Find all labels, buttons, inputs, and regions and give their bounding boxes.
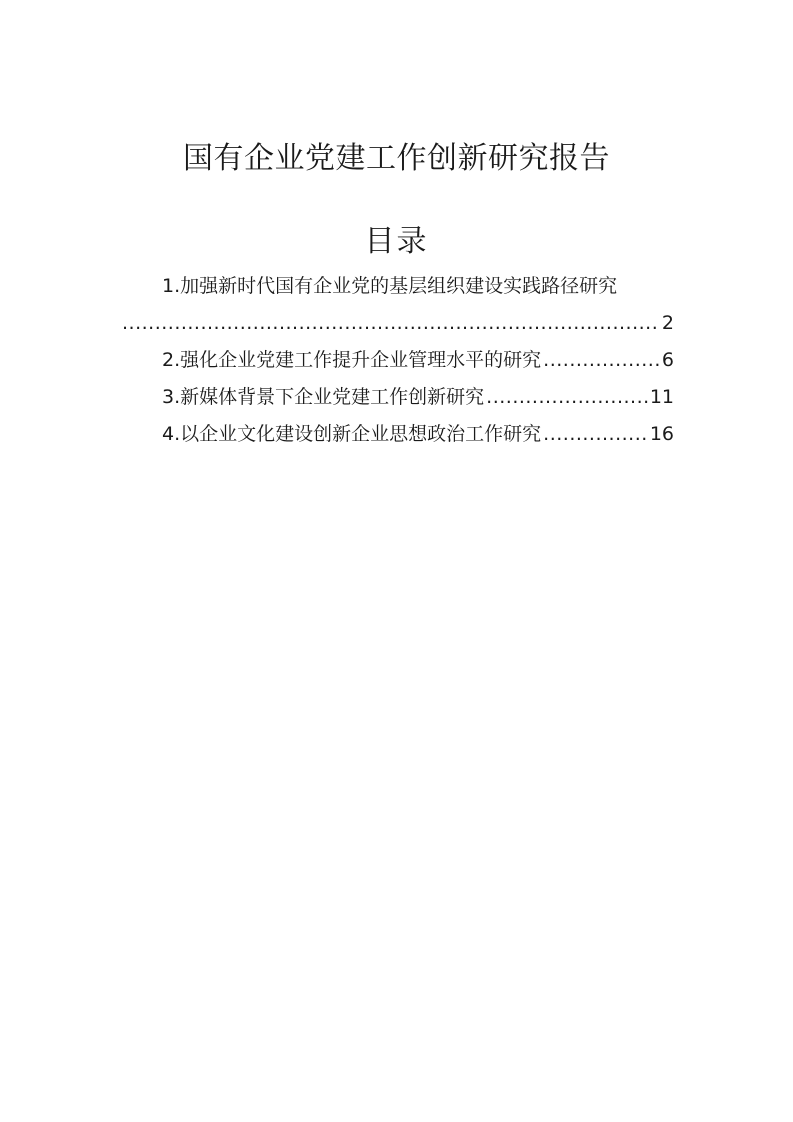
toc-entry-title: 强化企业党建工作提升企业管理水平的研究 bbox=[180, 349, 542, 371]
toc-leader-dots bbox=[122, 305, 660, 342]
toc-page-number: 6 bbox=[661, 349, 674, 371]
table-of-contents bbox=[120, 268, 674, 453]
toc-entry-number: 3. bbox=[162, 386, 181, 408]
toc-entry-title: 新媒体背景下企业党建工作创新研究 bbox=[180, 386, 485, 408]
toc-entry-title: 加强新时代国有企业党的基层组织建设实践路径研究 bbox=[180, 275, 618, 297]
document-title: 国有企业党建工作创新研究报告 bbox=[183, 141, 610, 176]
toc-page-number: 11 bbox=[649, 386, 674, 408]
toc-page-number: 2 bbox=[661, 312, 674, 334]
toc-entry-1[interactable] bbox=[120, 268, 674, 342]
toc-entry-title: 以企业文化建设创新企业思想政治工作研究 bbox=[180, 423, 542, 445]
toc-entry-3[interactable] bbox=[120, 379, 674, 416]
toc-entry-4[interactable] bbox=[120, 416, 674, 453]
toc-entry-number: 1. bbox=[162, 275, 181, 297]
toc-leader-dots bbox=[543, 342, 660, 379]
toc-heading: 目录 bbox=[364, 224, 429, 259]
toc-leader-dots bbox=[486, 379, 648, 416]
toc-entry-number: 4. bbox=[162, 423, 181, 445]
toc-leader-dots bbox=[543, 416, 648, 453]
toc-entry-2[interactable] bbox=[120, 342, 674, 379]
toc-entry-number: 2. bbox=[162, 349, 181, 371]
toc-page-number: 16 bbox=[649, 423, 674, 445]
